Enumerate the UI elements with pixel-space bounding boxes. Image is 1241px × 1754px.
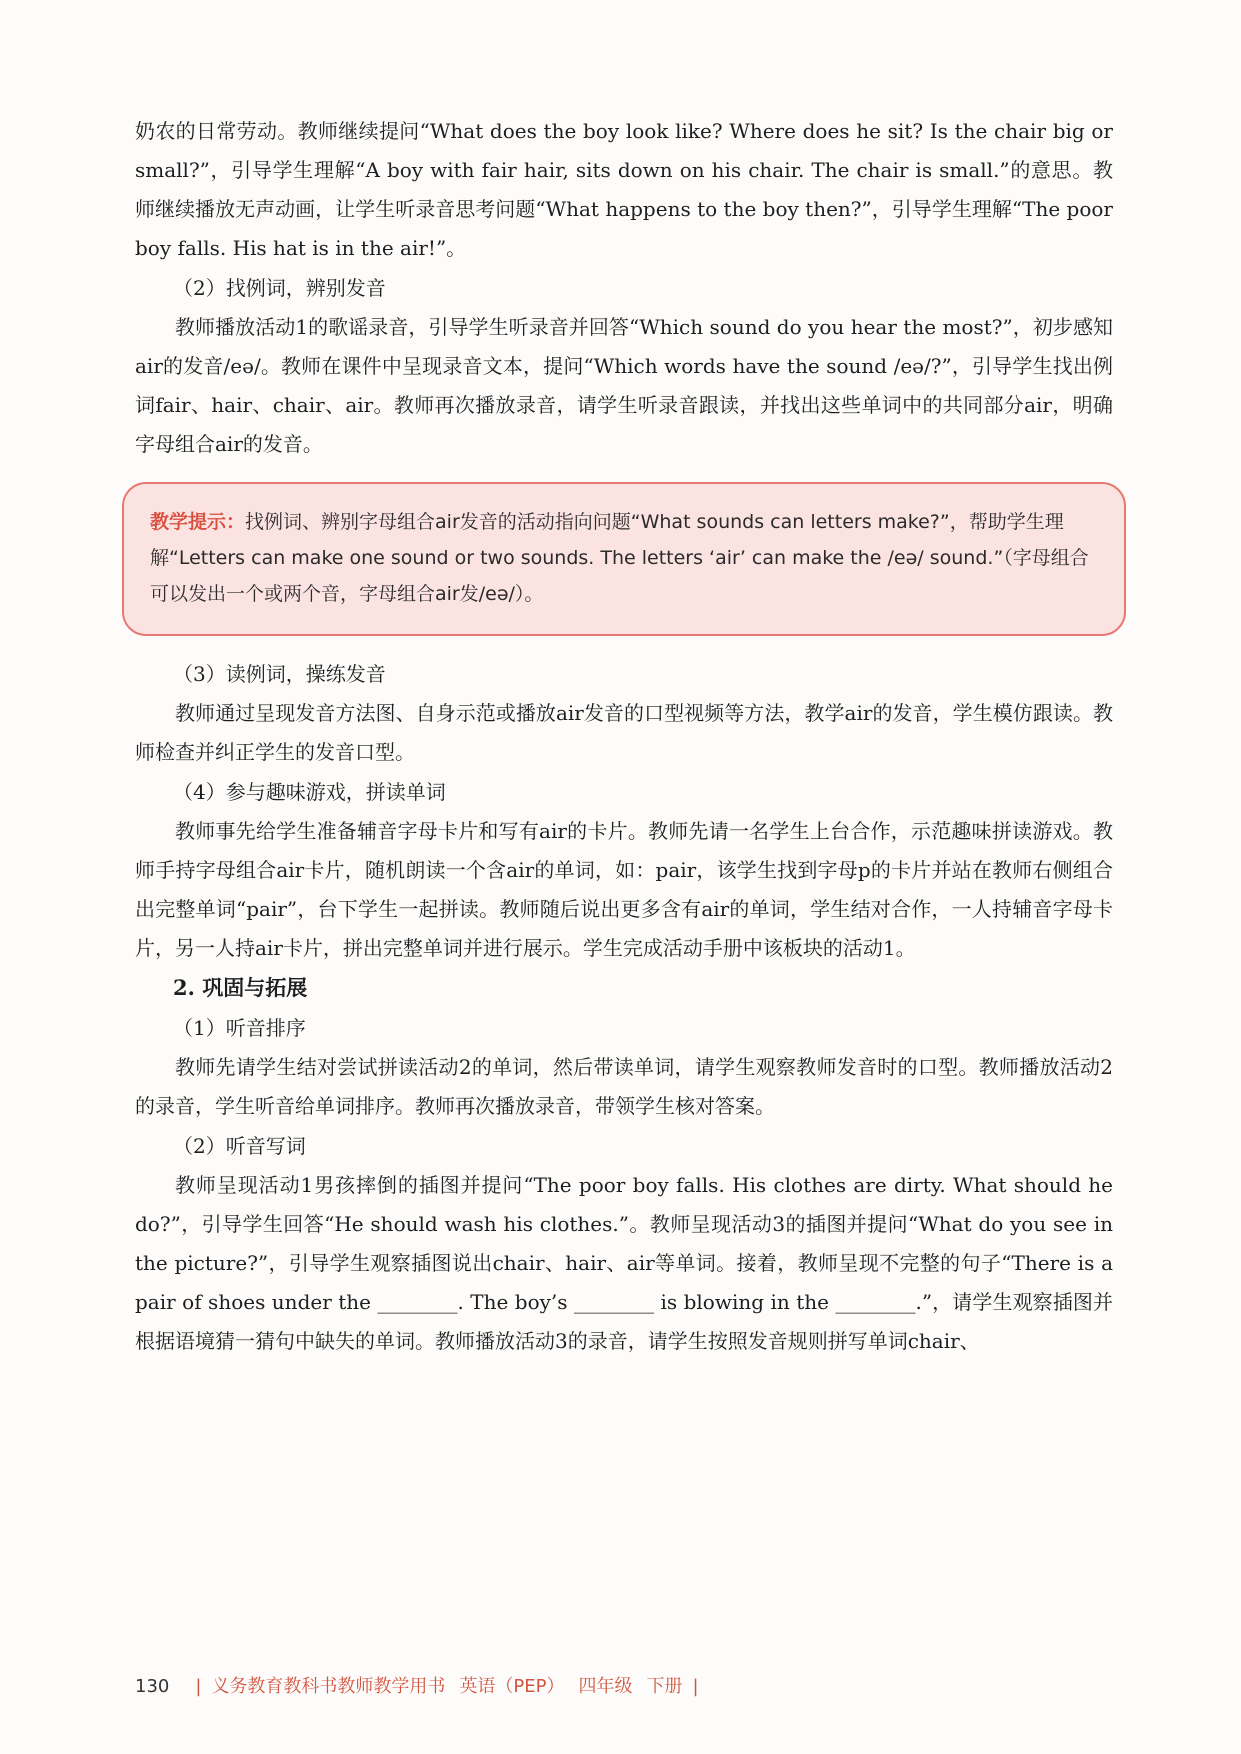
teaching-tip-box bbox=[122, 482, 1126, 636]
teaching-tip-label: 教学提示： bbox=[150, 511, 246, 533]
section-heading-consolidation: 2. 巩固与拓展 bbox=[173, 975, 308, 1000]
footer-divider: | bbox=[195, 1676, 202, 1697]
teaching-tip-text: 找例词、辨别字母组合air发音的活动指向问题“What sounds can letters make?”，帮助学生理解“Letters can make one sound or two sounds. The letters ‘air’ can make the /eə/ sound.”（字母组合可以发出一个或两个音，字母组合air发/eə/）。 bbox=[150, 511, 1089, 605]
paragraph-3: 教师通过呈现发音方法图、自身示范或播放air发音的口型视频等方法，教学air的发音，学生模仿跟读。教师检查并纠正学生的发音口型。 bbox=[135, 701, 1113, 764]
footer-volume: 下册 bbox=[646, 1676, 683, 1697]
paragraph-6: 教师呈现活动1男孩摔倒的插图并提问“The poor boy falls. His clothes are dirty. What should he do?”，引导学生回答“He should wash his clothes.”。教师呈现活动3的插图并提问“What do you see in the picture?”，引导学生观察插图说出chair、hair、air等单词。接着，教师呈现不完整的句子“There is a pair of shoes under the ________. The boy’s ________ is blowing in the ________.”，请学生观察插图并根据语境猜一猜句中缺失的单词。教师播放活动3的录音，请学生按照发音规则拼写单词chair、 bbox=[135, 1173, 1113, 1353]
subheading-listen-write: （2）听音写词 bbox=[173, 1134, 306, 1158]
subheading-listen-order: （1）听音排序 bbox=[173, 1016, 306, 1040]
subheading-read-examples: （3）读例词，操练发音 bbox=[173, 662, 386, 686]
footer-divider-end: | bbox=[692, 1676, 699, 1697]
subheading-game: （4）参与趣味游戏，拼读单词 bbox=[173, 780, 446, 804]
paragraph-5: 教师先请学生结对尝试拼读活动2的单词，然后带读单词，请学生观察教师发音时的口型。教师播放活动2的录音，学生听音给单词排序。教师再次播放录音，带领学生核对答案。 bbox=[135, 1055, 1113, 1118]
page-content bbox=[135, 112, 1113, 1361]
subheading-find-examples: （2）找例词，辨别发音 bbox=[173, 276, 386, 300]
footer-book-title: 义务教育教科书教师教学用书 bbox=[211, 1676, 446, 1697]
footer-subject: 英语（PEP） bbox=[459, 1676, 565, 1697]
paragraph-1: 奶农的日常劳动。教师继续提问“What does the boy look like? Where does he sit? Is the chair big or small?”，引导学生理解“A boy with fair hair, sits down on his chair. The chair is small.”的意思。教师继续播放无声动画，让学生听录音思考问题“What happens to the boy then?”，引导学生理解“The poor boy falls. His hat is in the air!”。 bbox=[135, 119, 1113, 260]
page-number: 130 bbox=[135, 1676, 170, 1697]
paragraph-4: 教师事先给学生准备辅音字母卡片和写有air的卡片。教师先请一名学生上台合作，示范趣味拼读游戏。教师手持字母组合air卡片，随机朗读一个含air的单词，如：pair，该学生找到字母p的卡片并站在教师右侧组合出完整单词“pair”，台下学生一起拼读。教师随后说出更多含有air的单词，学生结对合作，一人持辅音字母卡片，另一人持air卡片，拼出完整单词并进行展示。学生完成活动手册中该板块的活动1。 bbox=[135, 819, 1113, 960]
footer-grade: 四年级 bbox=[578, 1676, 633, 1697]
paragraph-2: 教师播放活动1的歌谣录音，引导学生听录音并回答“Which sound do you hear the most?”，初步感知air的发音/eə/。教师在课件中呈现录音文本，提问“Which words have the sound /eə/?”，引导学生找出例词fair、hair、chair、air。教师再次播放录音，请学生听录音跟读，并找出这些单词中的共同部分air，明确字母组合air的发音。 bbox=[135, 315, 1113, 456]
page-footer bbox=[135, 1672, 709, 1698]
